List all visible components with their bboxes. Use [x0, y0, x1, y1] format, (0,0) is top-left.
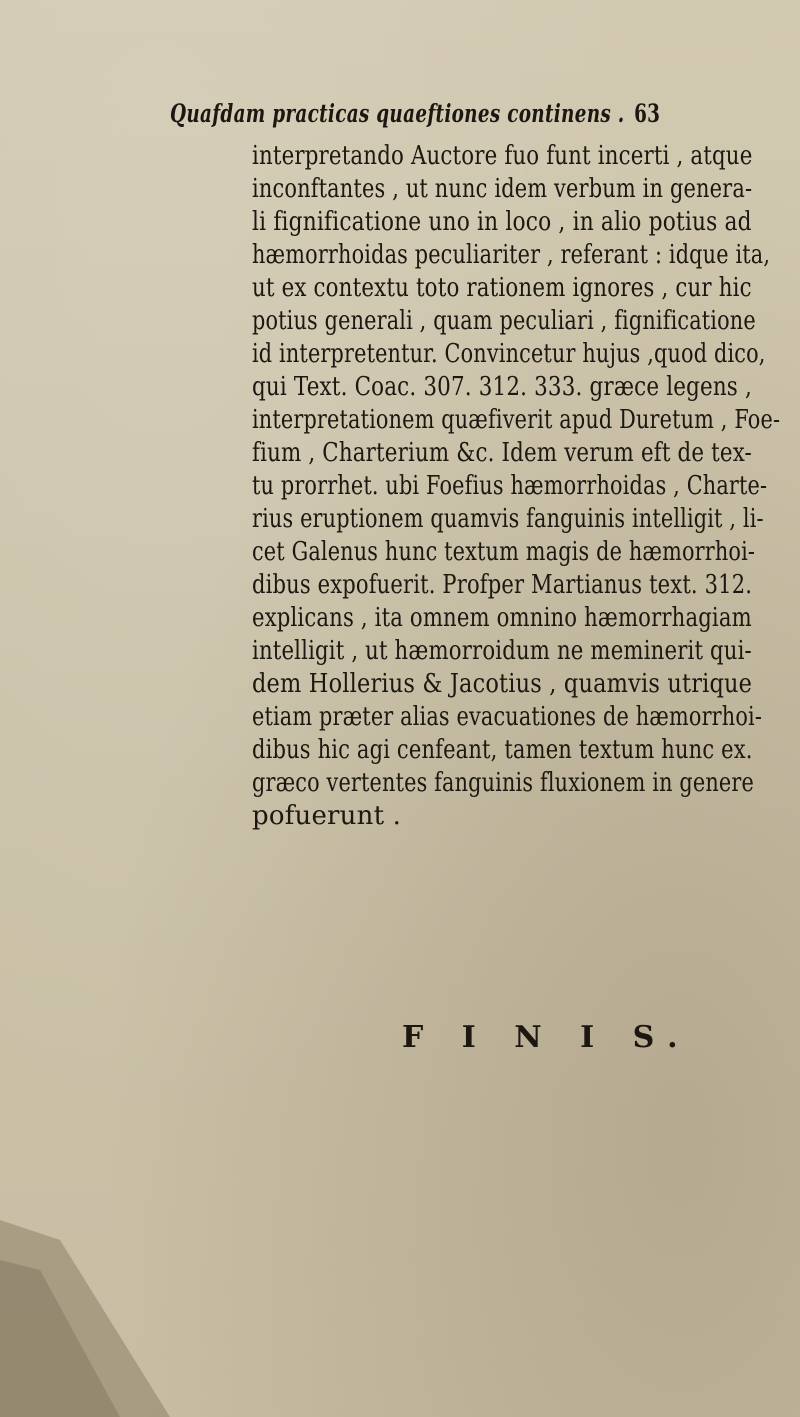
running-head — [170, 99, 661, 128]
text-line: dibus hic agi cenfeant, tamen textum hunc ex. — [252, 735, 753, 765]
text-line: interpretando Auctore fuo funt incerti , atque — [252, 141, 753, 171]
text-line: li fignificatione uno in loco , in alio potius ad — [252, 207, 752, 237]
text-line: pofuerunt . — [252, 801, 402, 831]
text-line: ut ex contextu toto rationem ignores , cur hic — [252, 273, 752, 303]
running-head-title: Quafdam practicas quaeftiones continens . — [170, 99, 625, 128]
text-line: cet Galenus hunc textum magis de hæmorrhoi- — [252, 537, 756, 567]
text-line: rius eruptionem quamvis fanguinis intelligit , li- — [252, 504, 764, 534]
text-line: explicans , ita omnem omnino hæmorrhagiam — [252, 603, 752, 633]
text-line: tu prorrhet. ubi Foefius hæmorrhoidas , Charte- — [252, 471, 768, 501]
text-line: dibus expofuerit. Profper Martianus text. 312. — [252, 570, 753, 600]
text-line: fium , Charterium &c. Idem verum eft de tex- — [252, 438, 752, 468]
text-line: qui Text. Coac. 307. 312. 333. græce legens , — [252, 372, 752, 402]
text-line: interpretationem quæfiverit apud Duretum , Foe- — [252, 405, 781, 435]
text-line: dem Hollerius & Jacotius , quamvis utrique — [252, 669, 753, 699]
text-line: inconftantes , ut nunc idem verbum in genera- — [252, 174, 753, 204]
text-line: intelligit , ut hæmorroidum ne meminerit qui- — [252, 636, 752, 666]
page-corner-shadow — [0, 1180, 240, 1417]
text-line: etiam præter alias evacuationes de hæmorrhoi- — [252, 702, 763, 732]
page-number: 63 — [634, 99, 661, 128]
finis-heading: F I N I S. — [402, 1020, 692, 1055]
text-line: id interpretentur. Convincetur hujus ,quod dico, — [252, 339, 766, 369]
text-line: potius generali , quam peculiari , fignificatione — [252, 306, 756, 336]
text-line: græco vertentes fanguinis fluxionem in genere — [252, 768, 754, 798]
text-line: hæmorrhoidas peculiariter , referant : idque ita, — [252, 240, 771, 270]
